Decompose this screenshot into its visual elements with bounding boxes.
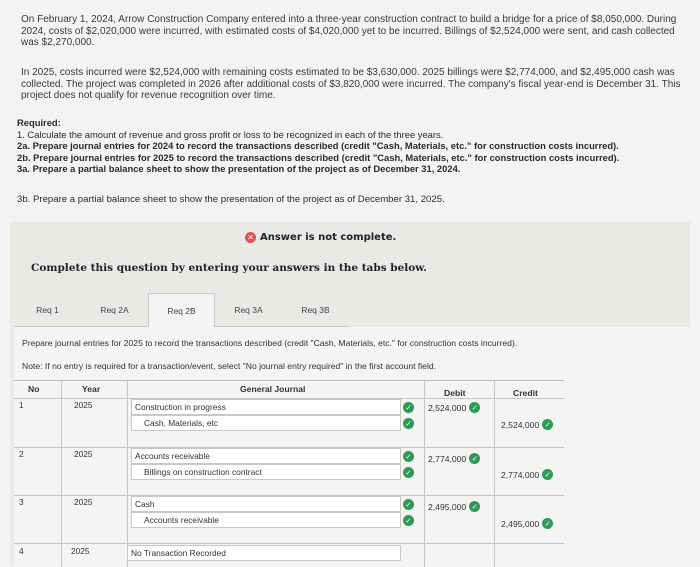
row-1-year[interactable]: 2025: [74, 400, 93, 410]
problem-paragraph-1: On February 1, 2024, Arrow Construction Company entered into a three-year construction contract to build a bridge for a price of $8,050,000. During 2024, costs of $2,020,000 were incurred, with estimated costs of $4,020,000 yet to be incurred. Billings of $2,524,000 were sent, and cash collected was $2,270,000.: [21, 14, 677, 48]
journal-table: [14, 380, 564, 567]
row-4-no: 4: [19, 546, 24, 556]
row-2-no: 2: [19, 449, 24, 459]
requirement-3a: 3a. Prepare a partial balance sheet to show the presentation of the project as of December 31, 2024.: [17, 163, 461, 175]
check-icon: ✓: [469, 402, 480, 413]
row-2-debit-value: 2,774,000: [428, 453, 467, 464]
problem-paragraph-2: In 2025, costs incurred were $2,524,000 with remaining costs estimated to be $3,630,000. 2025 billings were $2,774,000, and $2,495,000 cash was collected. The project was completed in 2026 after additional costs of $3,820,000 were incurred. The company's fiscal year-end is December 31. This project does not qualify for revenue recognition over time.: [21, 67, 681, 101]
row-2-credit-amount[interactable]: [501, 469, 553, 480]
check-icon: ✓: [403, 418, 414, 429]
required-title: Required:: [17, 117, 61, 128]
check-icon: ✓: [542, 469, 553, 480]
row-2-debit-account: Accounts receivable: [135, 451, 210, 461]
row-2-credit-value: 2,774,000: [501, 469, 540, 480]
check-icon: ✓: [403, 467, 414, 478]
row-2-debit-amount[interactable]: [428, 453, 480, 464]
row-3-debit-amount[interactable]: [428, 501, 480, 512]
row-1-debit-amount[interactable]: [428, 402, 480, 413]
row-3-debit-account-field[interactable]: [131, 496, 401, 512]
row-3-year[interactable]: 2025: [74, 497, 93, 507]
row-2-debit-account-field[interactable]: [131, 448, 401, 464]
requirement-2a: 2a. Prepare journal entries for 2024 to record the transactions described (credit "Cash, Materials, etc." for construction costs incurred).: [17, 140, 619, 152]
check-icon: ✓: [542, 518, 553, 529]
row-1-debit-account-field[interactable]: [131, 399, 401, 415]
row-2-year[interactable]: 2025: [74, 449, 93, 459]
requirement-2b: 2b. Prepare journal entries for 2025 to record the transactions described (credit "Cash, Materials, etc." for construction costs incurred).: [17, 151, 620, 163]
row-3-credit-account-field[interactable]: [131, 512, 401, 528]
header-credit: Credit: [513, 388, 538, 398]
row-3-credit-value: 2,495,000: [501, 518, 540, 529]
requirements-list: [17, 117, 687, 175]
answer-status: [245, 232, 396, 243]
tab-req-3a[interactable]: Req 3A: [215, 293, 282, 327]
row-1-debit-account: Construction in progress: [135, 402, 226, 412]
check-icon: ✓: [403, 515, 414, 526]
check-icon: ✓: [469, 453, 480, 464]
row-1-debit-value: 2,524,000: [428, 402, 467, 413]
row-3-debit-value: 2,495,000: [428, 501, 467, 512]
row-4-debit-account-field[interactable]: [127, 545, 401, 561]
header-debit: Debit: [444, 388, 466, 398]
row-1-no: 1: [19, 400, 24, 410]
tab-req-1[interactable]: Req 1: [14, 293, 81, 327]
check-icon: ✓: [403, 499, 414, 510]
complete-prompt: Complete this question by entering your answers in the tabs below.: [31, 262, 427, 274]
tab-req-3b[interactable]: Req 3B: [282, 293, 349, 327]
answer-status-text: Answer is not complete.: [260, 232, 397, 243]
header-no: No: [28, 384, 40, 394]
row-4-debit-account: No Transaction Recorded: [131, 548, 226, 558]
requirement-3b: 3b. Prepare a partial balance sheet to show the presentation of the project as of December 31, 2025.: [17, 194, 445, 205]
check-icon: ✓: [403, 451, 414, 462]
row-1-credit-account: Cash, Materials, etc: [144, 418, 219, 428]
row-3-debit-account: Cash: [135, 499, 155, 509]
header-general-journal: General Journal: [240, 384, 306, 394]
error-x-icon: ✕: [245, 232, 256, 243]
check-icon: ✓: [469, 501, 480, 512]
row-2-credit-account-field[interactable]: [131, 464, 401, 480]
row-3-credit-account: Accounts receivable: [144, 515, 219, 525]
row-1-credit-value: 2,524,000: [501, 419, 540, 430]
row-3-credit-amount[interactable]: [501, 518, 553, 529]
tab-req-2a[interactable]: Req 2A: [81, 293, 148, 327]
tab-bar: [14, 293, 349, 327]
check-icon: ✓: [403, 402, 414, 413]
row-1-credit-account-field[interactable]: [131, 415, 401, 431]
note: Note: If no entry is required for a transaction/event, select "No journal entry required" in the first account field.: [22, 361, 437, 371]
row-4-year[interactable]: 2025: [71, 546, 90, 556]
requirement-1: 1. Calculate the amount of revenue and gross profit or loss to be recognized in each of the three years.: [17, 128, 444, 140]
tab-req-2b[interactable]: Req 2B: [148, 293, 215, 327]
header-year: Year: [82, 384, 101, 394]
check-icon: ✓: [542, 419, 553, 430]
instructions: Prepare journal entries for 2025 to record the transactions described (credit "Cash, Materials, etc." for construction costs incurred).: [22, 338, 518, 348]
row-2-credit-account: Billings on construction contract: [144, 467, 262, 477]
row-1-credit-amount[interactable]: [501, 419, 553, 430]
row-3-no: 3: [19, 497, 24, 507]
